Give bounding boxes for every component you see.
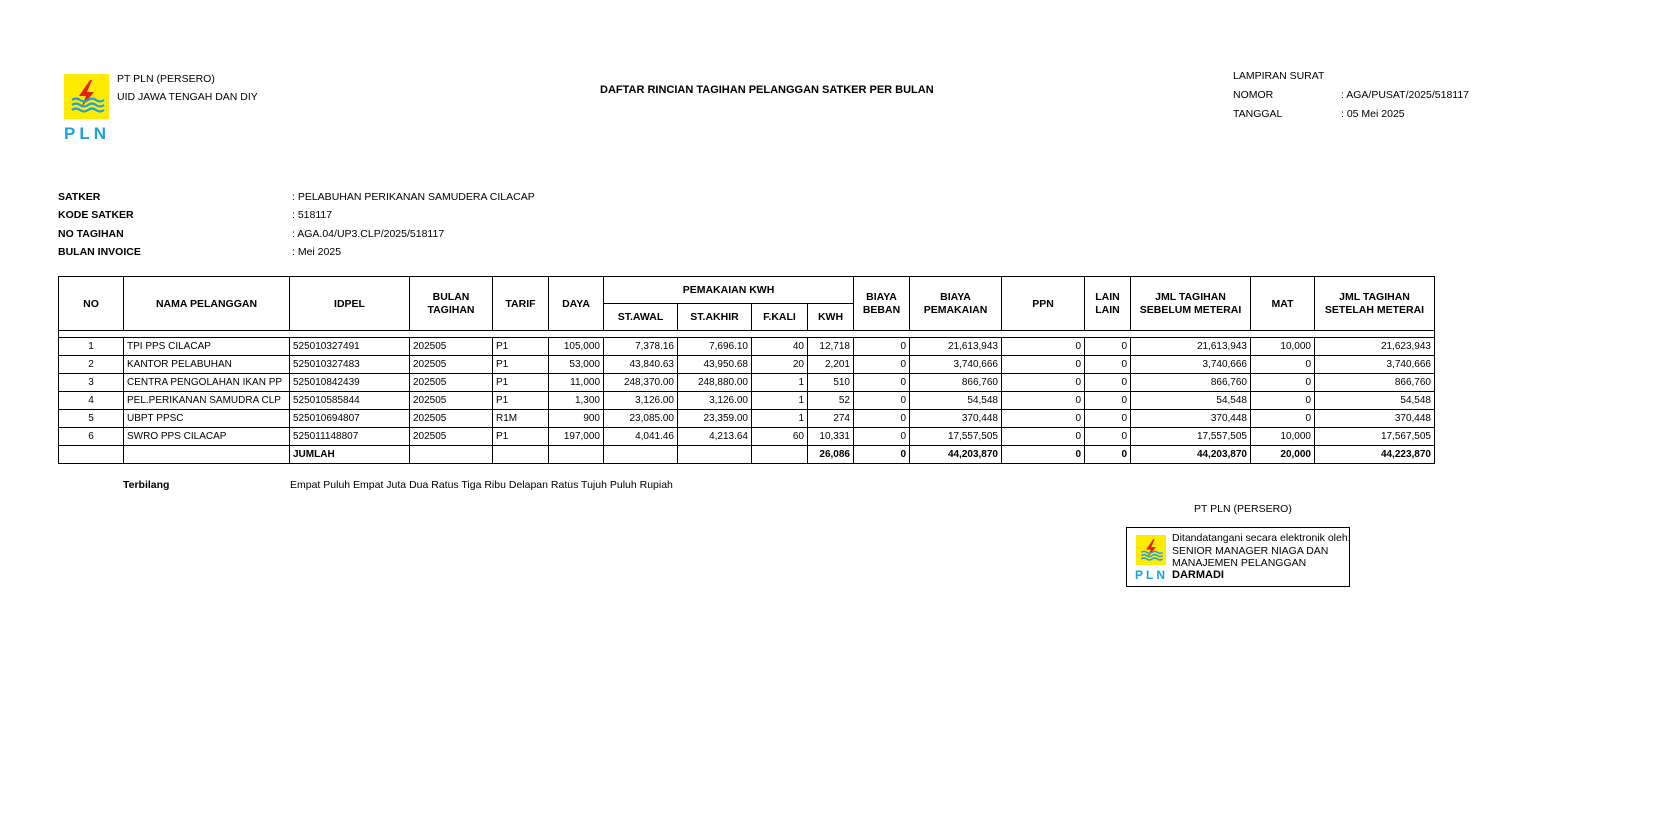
- cell-st-akhir: 248,880.00: [678, 374, 752, 392]
- total-empty-cell: [752, 446, 808, 464]
- total-empty-cell: [678, 446, 752, 464]
- total-empty-cell: [604, 446, 678, 464]
- cell-bulan: 202505: [410, 374, 493, 392]
- table-row: [59, 356, 1435, 374]
- cell-setelah: 54,548: [1315, 392, 1435, 410]
- signer-name: DARMADI: [1172, 569, 1224, 581]
- total-sebelum: 44,203,870: [1131, 446, 1251, 464]
- total-row: [59, 446, 1435, 464]
- total-mat: 20,000: [1251, 446, 1315, 464]
- total-empty-cell: [493, 446, 549, 464]
- cell-setelah: 17,567,505: [1315, 428, 1435, 446]
- total-label: JUMLAH: [290, 446, 410, 464]
- cell-st-awal: 43,840.63: [604, 356, 678, 374]
- cell-ppn: 0: [1002, 356, 1085, 374]
- pln-lightning-icon: [1136, 535, 1166, 565]
- cell-pemakaian: 370,448: [910, 410, 1002, 428]
- cell-sebelum: 866,760: [1131, 374, 1251, 392]
- header-daya: DAYA: [549, 277, 604, 331]
- signature-line-3: MANAJEMEN PELANGGAN: [1172, 557, 1307, 569]
- satker-label: SATKER: [58, 191, 101, 203]
- header-no: NO: [59, 277, 124, 331]
- cell-daya: 11,000: [549, 374, 604, 392]
- cell-st-awal: 7,378.16: [604, 338, 678, 356]
- cell-st-akhir: 7,696.10: [678, 338, 752, 356]
- header-mat: MAT: [1251, 277, 1315, 331]
- cell-lain: 0: [1085, 338, 1131, 356]
- cell-nama: CENTRA PENGOLAHAN IKAN PP: [124, 374, 290, 392]
- cell-tarif: P1: [493, 428, 549, 446]
- cell-pemakaian: 3,740,666: [910, 356, 1002, 374]
- cell-bulan: 202505: [410, 356, 493, 374]
- cell-kwh: 10,331: [808, 428, 854, 446]
- cell-bulan: 202505: [410, 392, 493, 410]
- cell-tarif: P1: [493, 356, 549, 374]
- header-biaya-beban: BIAYA BEBAN: [854, 277, 910, 331]
- cell-lain: 0: [1085, 392, 1131, 410]
- total-pemakaian: 44,203,870: [910, 446, 1002, 464]
- header-tarif: TARIF: [493, 277, 549, 331]
- header-ppn: PPN: [1002, 277, 1085, 331]
- header-st-awal: ST.AWAL: [604, 304, 678, 331]
- company-name: PT PLN (PERSERO): [117, 73, 215, 85]
- cell-sebelum: 370,448: [1131, 410, 1251, 428]
- cell-kwh: 2,201: [808, 356, 854, 374]
- cell-idpel: 525011148807: [290, 428, 410, 446]
- cell-daya: 197,000: [549, 428, 604, 446]
- cell-mat: 10,000: [1251, 428, 1315, 446]
- cell-st-akhir: 23,359.00: [678, 410, 752, 428]
- signature-line-2: SENIOR MANAGER NIAGA DAN: [1172, 545, 1329, 557]
- cell-pemakaian: 866,760: [910, 374, 1002, 392]
- cell-setelah: 866,760: [1315, 374, 1435, 392]
- cell-f-kali: 20: [752, 356, 808, 374]
- pln-lightning-icon: [64, 74, 109, 119]
- cell-bulan: 202505: [410, 410, 493, 428]
- no-tagihan-value: : AGA.04/UP3.CLP/2025/518117: [292, 228, 445, 240]
- cell-no: 1: [59, 338, 124, 356]
- cell-daya: 900: [549, 410, 604, 428]
- cell-idpel: 525010694807: [290, 410, 410, 428]
- header-lain-lain: LAIN LAIN: [1085, 277, 1131, 331]
- cell-lain: 0: [1085, 428, 1131, 446]
- cell-beban: 0: [854, 410, 910, 428]
- cell-setelah: 21,623,943: [1315, 338, 1435, 356]
- cell-sebelum: 21,613,943: [1131, 338, 1251, 356]
- cell-pemakaian: 21,613,943: [910, 338, 1002, 356]
- cell-mat: 0: [1251, 374, 1315, 392]
- header-kwh: KWH: [808, 304, 854, 331]
- total-kwh: 26,086: [808, 446, 854, 464]
- header-jml-sebelum-meterai: JML TAGIHAN SEBELUM METERAI: [1131, 277, 1251, 331]
- cell-bulan: 202505: [410, 428, 493, 446]
- cell-daya: 105,000: [549, 338, 604, 356]
- cell-ppn: 0: [1002, 374, 1085, 392]
- tanggal-label: TANGGAL: [1233, 108, 1283, 120]
- signature-company: PT PLN (PERSERO): [1194, 503, 1292, 515]
- cell-beban: 0: [854, 392, 910, 410]
- cell-lain: 0: [1085, 374, 1131, 392]
- cell-daya: 1,300: [549, 392, 604, 410]
- cell-idpel: 525010585844: [290, 392, 410, 410]
- cell-sebelum: 54,548: [1131, 392, 1251, 410]
- logo-wordmark: PLN: [64, 124, 110, 143]
- cell-sebelum: 3,740,666: [1131, 356, 1251, 374]
- total-empty-cell: [410, 446, 493, 464]
- total-lain: 0: [1085, 446, 1131, 464]
- cell-f-kali: 60: [752, 428, 808, 446]
- cell-nama: SWRO PPS CILACAP: [124, 428, 290, 446]
- tanggal-value: : 05 Mei 2025: [1341, 108, 1405, 120]
- cell-idpel: 525010842439: [290, 374, 410, 392]
- cell-kwh: 274: [808, 410, 854, 428]
- cell-nama: KANTOR PELABUHAN: [124, 356, 290, 374]
- cell-f-kali: 1: [752, 374, 808, 392]
- cell-lain: 0: [1085, 356, 1131, 374]
- cell-beban: 0: [854, 356, 910, 374]
- cell-st-awal: 4,041.46: [604, 428, 678, 446]
- header-st-akhir: ST.AKHIR: [678, 304, 752, 331]
- cell-setelah: 370,448: [1315, 410, 1435, 428]
- no-tagihan-label: NO TAGIHAN: [58, 228, 124, 240]
- cell-beban: 0: [854, 374, 910, 392]
- cell-ppn: 0: [1002, 338, 1085, 356]
- cell-no: 6: [59, 428, 124, 446]
- kode-satker-value: : 518117: [292, 209, 333, 221]
- cell-nama: PEL.PERIKANAN SAMUDRA CLP: [124, 392, 290, 410]
- cell-beban: 0: [854, 338, 910, 356]
- lampiran-label: LAMPIRAN SURAT: [1233, 70, 1325, 82]
- cell-f-kali: 1: [752, 392, 808, 410]
- table-row: [59, 338, 1435, 356]
- cell-st-akhir: 43,950.68: [678, 356, 752, 374]
- total-empty-cell: [549, 446, 604, 464]
- signature-line-1: Ditandatangani secara elektronik oleh:: [1172, 532, 1351, 544]
- cell-f-kali: 40: [752, 338, 808, 356]
- nomor-label: NOMOR: [1233, 89, 1274, 101]
- header-f-kali: F.KALI: [752, 304, 808, 331]
- document-title: DAFTAR RINCIAN TAGIHAN PELANGGAN SATKER PER BULAN: [600, 84, 934, 96]
- terbilang-value: Empat Puluh Empat Juta Dua Ratus Tiga Ribu Delapan Ratus Tujuh Puluh Rupiah: [290, 479, 673, 491]
- terbilang-label: Terbilang: [123, 479, 170, 491]
- cell-ppn: 0: [1002, 410, 1085, 428]
- cell-st-awal: 3,126.00: [604, 392, 678, 410]
- cell-no: 2: [59, 356, 124, 374]
- cell-pemakaian: 54,548: [910, 392, 1002, 410]
- satker-value: : PELABUHAN PERIKANAN SAMUDERA CILACAP: [292, 191, 535, 203]
- cell-no: 5: [59, 410, 124, 428]
- header-idpel: IDPEL: [290, 277, 410, 331]
- cell-ppn: 0: [1002, 428, 1085, 446]
- header-biaya-pemakaian: BIAYA PEMAKAIAN: [910, 277, 1002, 331]
- signature-logo-wordmark: PLN: [1135, 568, 1168, 582]
- cell-st-awal: 248,370.00: [604, 374, 678, 392]
- cell-tarif: P1: [493, 374, 549, 392]
- cell-kwh: 52: [808, 392, 854, 410]
- cell-daya: 53,000: [549, 356, 604, 374]
- total-ppn: 0: [1002, 446, 1085, 464]
- total-empty-cell: [124, 446, 290, 464]
- cell-st-awal: 23,085.00: [604, 410, 678, 428]
- invoice-table: [58, 276, 1435, 464]
- kode-satker-label: KODE SATKER: [58, 209, 134, 221]
- cell-no: 3: [59, 374, 124, 392]
- cell-kwh: 12,718: [808, 338, 854, 356]
- cell-idpel: 525010327483: [290, 356, 410, 374]
- cell-mat: 10,000: [1251, 338, 1315, 356]
- cell-bulan: 202505: [410, 338, 493, 356]
- cell-tarif: R1M: [493, 410, 549, 428]
- bulan-invoice-value: : Mei 2025: [292, 246, 342, 258]
- header-nama-pelanggan: NAMA PELANGGAN: [124, 277, 290, 331]
- cell-tarif: P1: [493, 338, 549, 356]
- cell-setelah: 3,740,666: [1315, 356, 1435, 374]
- header-pemakaian-kwh: PEMAKAIAN KWH: [604, 277, 854, 304]
- cell-ppn: 0: [1002, 392, 1085, 410]
- table-row: [59, 392, 1435, 410]
- cell-mat: 0: [1251, 392, 1315, 410]
- cell-beban: 0: [854, 428, 910, 446]
- total-setelah: 44,223,870: [1315, 446, 1435, 464]
- cell-nama: TPI PPS CILACAP: [124, 338, 290, 356]
- table-row: [59, 374, 1435, 392]
- header-jml-setelah-meterai: JML TAGIHAN SETELAH METERAI: [1315, 277, 1435, 331]
- cell-tarif: P1: [493, 392, 549, 410]
- cell-st-akhir: 4,213.64: [678, 428, 752, 446]
- cell-kwh: 510: [808, 374, 854, 392]
- cell-f-kali: 1: [752, 410, 808, 428]
- total-empty-cell: [59, 446, 124, 464]
- cell-no: 4: [59, 392, 124, 410]
- table-row: [59, 410, 1435, 428]
- cell-pemakaian: 17,557,505: [910, 428, 1002, 446]
- cell-mat: 0: [1251, 356, 1315, 374]
- nomor-value: : AGA/PUSAT/2025/518117: [1341, 89, 1470, 101]
- signature-logo: [1136, 535, 1166, 565]
- header-bulan-tagihan: BULAN TAGIHAN: [410, 277, 493, 331]
- company-unit: UID JAWA TENGAH DAN DIY: [117, 91, 258, 103]
- table-row: [59, 428, 1435, 446]
- total-beban: 0: [854, 446, 910, 464]
- cell-nama: UBPT PPSC: [124, 410, 290, 428]
- cell-sebelum: 17,557,505: [1131, 428, 1251, 446]
- cell-mat: 0: [1251, 410, 1315, 428]
- cell-lain: 0: [1085, 410, 1131, 428]
- pln-logo: [64, 74, 109, 119]
- cell-st-akhir: 3,126.00: [678, 392, 752, 410]
- cell-idpel: 525010327491: [290, 338, 410, 356]
- bulan-invoice-label: BULAN INVOICE: [58, 246, 141, 258]
